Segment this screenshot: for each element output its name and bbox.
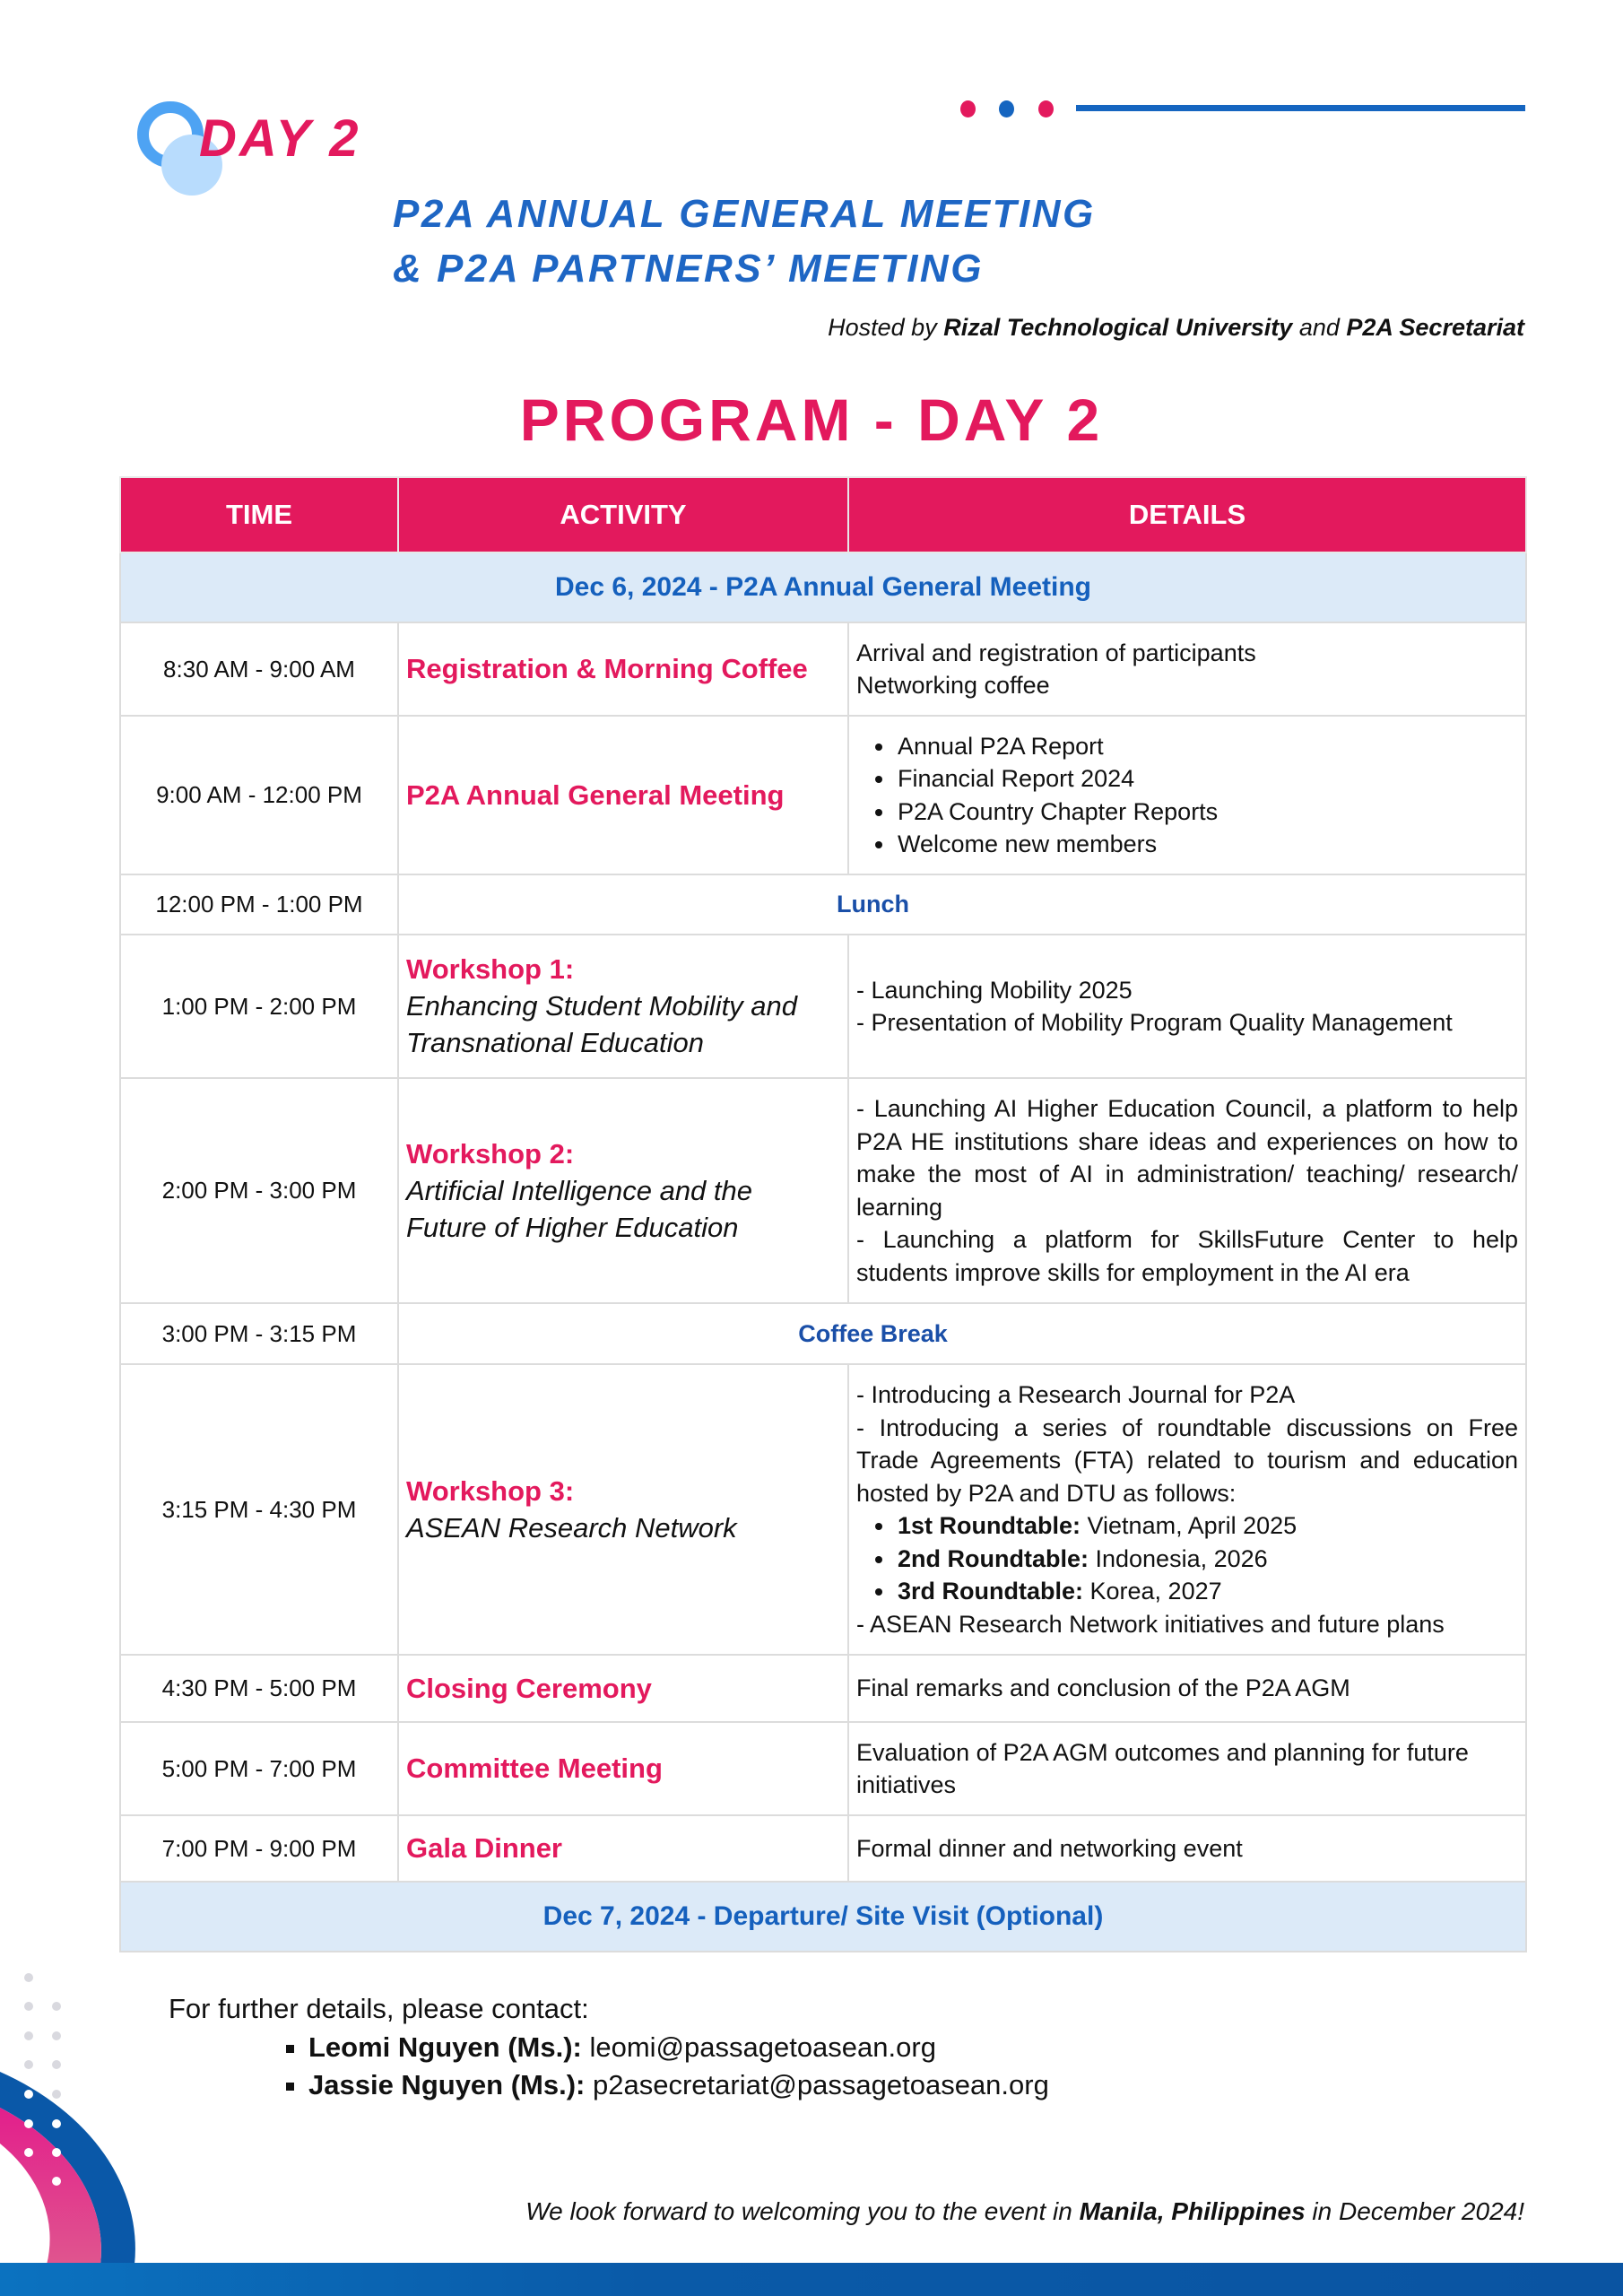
- event-title: [393, 187, 1096, 296]
- closing-prefix: We look forward to welcoming you to the event in: [525, 2197, 1080, 2225]
- contact-name: Leomi Nguyen (Ms.):: [308, 2031, 582, 2063]
- decorative-arcs-icon: [0, 1955, 179, 2265]
- details-list: [856, 730, 1518, 861]
- activity-subtitle: Artificial Intelligence and the Future of Higher Education: [406, 1174, 753, 1243]
- contact-item: [308, 2066, 1049, 2104]
- roundtable-label: 2nd Roundtable:: [898, 1544, 1089, 1572]
- activity-title: Registration & Morning Coffee: [406, 653, 808, 684]
- activity-subtitle: ASEAN Research Network: [406, 1511, 737, 1544]
- activity-title: Workshop 1:: [406, 953, 575, 985]
- date-row: [120, 1882, 1526, 1952]
- table-header-row: [120, 477, 1526, 552]
- table-row: [120, 1722, 1526, 1815]
- table-row: [120, 1364, 1526, 1655]
- host-1: Rizal Technological University: [943, 314, 1293, 341]
- contact-email[interactable]: leomi@passagetoasean.org: [581, 2031, 936, 2063]
- activity-title: Closing Ceremony: [406, 1672, 652, 1704]
- details-line: - Introducing a Research Journal for P2A: [856, 1381, 1296, 1408]
- roundtable-item: [896, 1575, 1518, 1608]
- activity-cell: [398, 1655, 848, 1722]
- contact-intro: For further details, please contact:: [169, 1993, 589, 2024]
- day-label: DAY 2: [199, 109, 361, 168]
- table-row: [120, 622, 1526, 716]
- program-title: PROGRAM - DAY 2: [519, 387, 1104, 453]
- roundtable-label: 3rd Roundtable:: [898, 1578, 1083, 1605]
- event-title-line1: P2A ANNUAL GENERAL MEETING: [393, 192, 1096, 236]
- details-bullet: • Financial Report 2024: [896, 762, 1518, 796]
- footer-bar: [0, 2263, 1623, 2296]
- activity-cell: [398, 1364, 848, 1655]
- details-cell: [848, 1815, 1526, 1882]
- hosted-and: and: [1292, 314, 1347, 341]
- table-row: [120, 935, 1526, 1078]
- closing-message: [525, 2197, 1524, 2226]
- activity-title: P2A Annual General Meeting: [406, 778, 785, 811]
- roundtable-value: Vietnam, April 2025: [1081, 1512, 1298, 1539]
- details-line: - Launching a platform for SkillsFuture Center to help students improve skills for employment in the AI era: [856, 1226, 1518, 1286]
- contact-name: Jassie Nguyen (Ms.):: [308, 2069, 586, 2100]
- decorative-dot-icon: [960, 100, 976, 117]
- details-line: - Launching Mobility 2025: [856, 976, 1133, 1004]
- activity-cell: [398, 1078, 848, 1303]
- roundtable-item: [896, 1509, 1518, 1543]
- details-bullet: • Welcome new members: [896, 828, 1518, 861]
- table-row: [120, 716, 1526, 874]
- details-line: Formal dinner and networking event: [856, 1834, 1243, 1862]
- activity-cell: [398, 1815, 848, 1882]
- column-header-time: TIME: [120, 477, 398, 552]
- event-title-line2: & P2A PARTNERS’ MEETING: [393, 247, 984, 291]
- details-cell: [848, 1722, 1526, 1815]
- date-row: [120, 552, 1526, 622]
- time-cell: 3:15 PM - 4:30 PM: [120, 1364, 398, 1655]
- details-cell: [848, 716, 1526, 874]
- host-2: P2A Secretariat: [1346, 314, 1524, 341]
- activity-cell: [398, 716, 848, 874]
- break-label: Lunch: [398, 874, 1526, 935]
- details-line: - ASEAN Research Network initiatives and future plans: [856, 1610, 1445, 1638]
- table-row: [120, 1078, 1526, 1303]
- hosted-prefix: Hosted by: [828, 314, 944, 341]
- time-cell: 12:00 PM - 1:00 PM: [120, 874, 398, 935]
- break-label: Coffee Break: [398, 1303, 1526, 1364]
- time-cell: 8:30 AM - 9:00 AM: [120, 622, 398, 716]
- details-cell: [848, 1364, 1526, 1655]
- table-row-break: [120, 874, 1526, 935]
- date-row-label: Dec 6, 2024 - P2A Annual General Meeting: [120, 552, 1526, 622]
- details-line: Evaluation of P2A AGM outcomes and planning for future initiatives: [856, 1738, 1469, 1798]
- activity-subtitle: Enhancing Student Mobility and Transnational Education: [406, 990, 798, 1058]
- activity-cell: [398, 1722, 848, 1815]
- details-line: Arrival and registration of participants: [856, 639, 1256, 666]
- decorative-line: [1076, 105, 1525, 111]
- time-cell: 4:30 PM - 5:00 PM: [120, 1655, 398, 1722]
- closing-suffix: in December 2024!: [1305, 2197, 1524, 2225]
- decorative-dot-icon: [999, 100, 1014, 117]
- time-cell: 7:00 PM - 9:00 PM: [120, 1815, 398, 1882]
- column-header-activity: ACTIVITY: [398, 477, 848, 552]
- details-cell: [848, 622, 1526, 716]
- contact-item: [308, 2029, 1049, 2066]
- details-cell: [848, 1078, 1526, 1303]
- activity-title: Gala Dinner: [406, 1832, 562, 1864]
- time-cell: 3:00 PM - 3:15 PM: [120, 1303, 398, 1364]
- details-bullet: • Annual P2A Report: [896, 730, 1518, 763]
- activity-cell: [398, 622, 848, 716]
- activity-title: Committee Meeting: [406, 1752, 663, 1784]
- roundtable-value: Korea, 2027: [1083, 1578, 1222, 1605]
- time-cell: 9:00 AM - 12:00 PM: [120, 716, 398, 874]
- decorative-dot-icon: [1038, 100, 1054, 117]
- details-line: - Presentation of Mobility Program Quality Management: [856, 1009, 1453, 1036]
- time-cell: 1:00 PM - 2:00 PM: [120, 935, 398, 1078]
- decorative-dots: [24, 1973, 61, 2099]
- table-row-break: [120, 1303, 1526, 1364]
- details-line: Networking coffee: [856, 672, 1050, 699]
- roundtable-value: Indonesia, 2026: [1088, 1544, 1268, 1572]
- table-row: [120, 1655, 1526, 1722]
- details-line: - Introducing a series of roundtable discussions on Free Trade Agreements (FTA) related to tourism and education hosted by P2A and DTU as follows:: [856, 1413, 1518, 1507]
- roundtable-item: [896, 1543, 1518, 1576]
- closing-place: Manila, Philippines: [1079, 2197, 1306, 2225]
- details-cell: [848, 935, 1526, 1078]
- column-header-details: DETAILS: [848, 477, 1526, 552]
- hosted-by: [828, 314, 1524, 342]
- details-cell: [848, 1655, 1526, 1722]
- activity-cell: [398, 935, 848, 1078]
- details-bullet: • P2A Country Chapter Reports: [896, 796, 1518, 829]
- details-line: - Launching AI Higher Education Council, a platform to help P2A HE institutions share ideas and experiences on how to make the most of AI in administration/ teaching/ research/ learning: [856, 1095, 1518, 1221]
- contact-email[interactable]: p2asecretariat@passagetoasean.org: [585, 2069, 1049, 2100]
- program-table: [119, 476, 1527, 1952]
- details-line: Final remarks and conclusion of the P2A AGM: [856, 1674, 1350, 1702]
- table-row: [120, 1815, 1526, 1882]
- contact-list: [269, 2029, 1049, 2104]
- time-cell: 2:00 PM - 3:00 PM: [120, 1078, 398, 1303]
- roundtable-label: 1st Roundtable:: [898, 1512, 1081, 1539]
- activity-title: Workshop 3:: [406, 1474, 575, 1507]
- activity-title: Workshop 2:: [406, 1137, 575, 1170]
- roundtable-list: [856, 1509, 1518, 1608]
- date-row-label: Dec 7, 2024 - Departure/ Site Visit (Optional): [120, 1882, 1526, 1952]
- time-cell: 5:00 PM - 7:00 PM: [120, 1722, 398, 1815]
